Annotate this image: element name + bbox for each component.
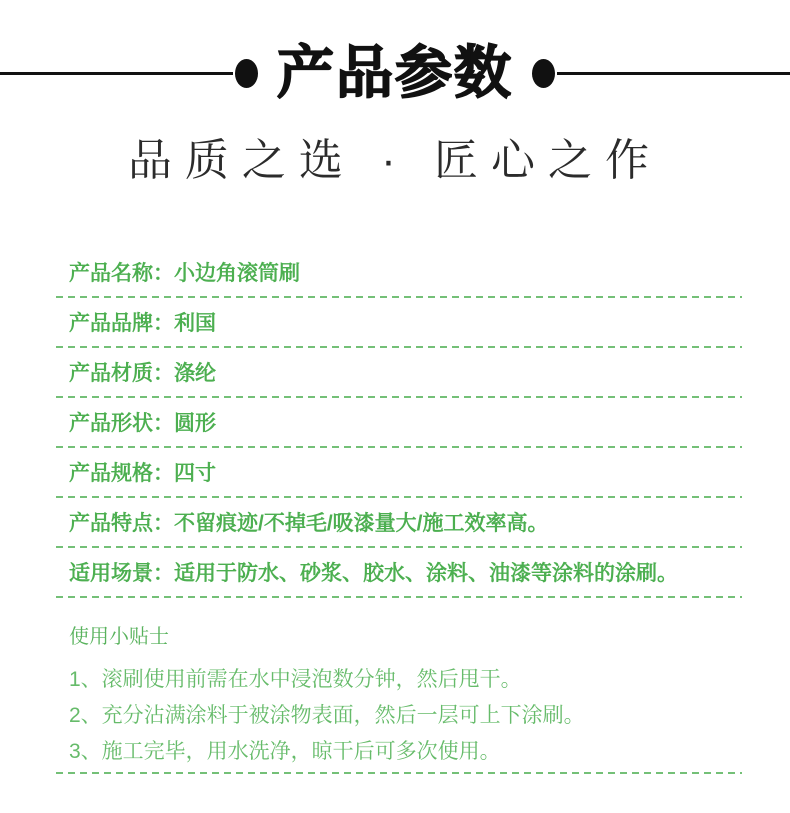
spec-value: 小边角滚筒刷 xyxy=(174,262,300,285)
spec-row-brand xyxy=(56,298,742,346)
spec-label: 产品品牌： xyxy=(69,312,174,335)
spec-row-name xyxy=(56,248,742,296)
spec-label: 产品名称： xyxy=(69,262,174,285)
spec-row-material xyxy=(56,348,742,396)
spec-row-size xyxy=(56,448,742,496)
spec-label: 产品规格： xyxy=(69,462,174,485)
title-dot-left xyxy=(235,59,258,88)
spec-row-shape xyxy=(56,398,742,446)
tip-item: 3、施工完毕，用水洗净，晾干后可多次使用。 xyxy=(69,740,501,763)
tips-title: 使用小贴士 xyxy=(69,626,169,648)
spec-row-use-cases xyxy=(56,548,742,596)
spec-label: 产品特点： xyxy=(69,512,174,535)
spec-table xyxy=(56,248,742,774)
tips-section xyxy=(56,598,742,774)
spec-value: 四寸 xyxy=(174,462,216,485)
tip-item: 1、滚刷使用前需在水中浸泡数分钟，然后甩干。 xyxy=(69,668,522,691)
tip-item: 2、充分沾满涂料于被涂物表面，然后一层可上下涂刷。 xyxy=(69,704,585,727)
page-title: 产品参数 xyxy=(277,40,513,105)
dashed-divider xyxy=(56,772,742,774)
spec-label: 产品材质： xyxy=(69,362,174,385)
title-dot-right xyxy=(532,59,555,88)
header xyxy=(0,38,790,108)
spec-value: 利国 xyxy=(174,312,216,335)
spec-label: 适用场景： xyxy=(69,562,174,585)
title-line-right xyxy=(557,72,790,75)
tips-list xyxy=(56,662,742,770)
spec-value: 涤纶 xyxy=(174,362,216,385)
spec-row-features xyxy=(56,498,742,546)
title-line-left xyxy=(0,72,233,75)
spec-value: 不留痕迹/不掉毛/吸漆量大/施工效率高。 xyxy=(174,512,549,535)
spec-value: 适用于防水、砂浆、胶水、涂料、油漆等涂料的涂刷。 xyxy=(174,562,678,585)
page-subtitle: 品质之选 · 匠心之作 xyxy=(127,136,663,185)
spec-label: 产品形状： xyxy=(69,412,174,435)
spec-value: 圆形 xyxy=(174,412,216,435)
